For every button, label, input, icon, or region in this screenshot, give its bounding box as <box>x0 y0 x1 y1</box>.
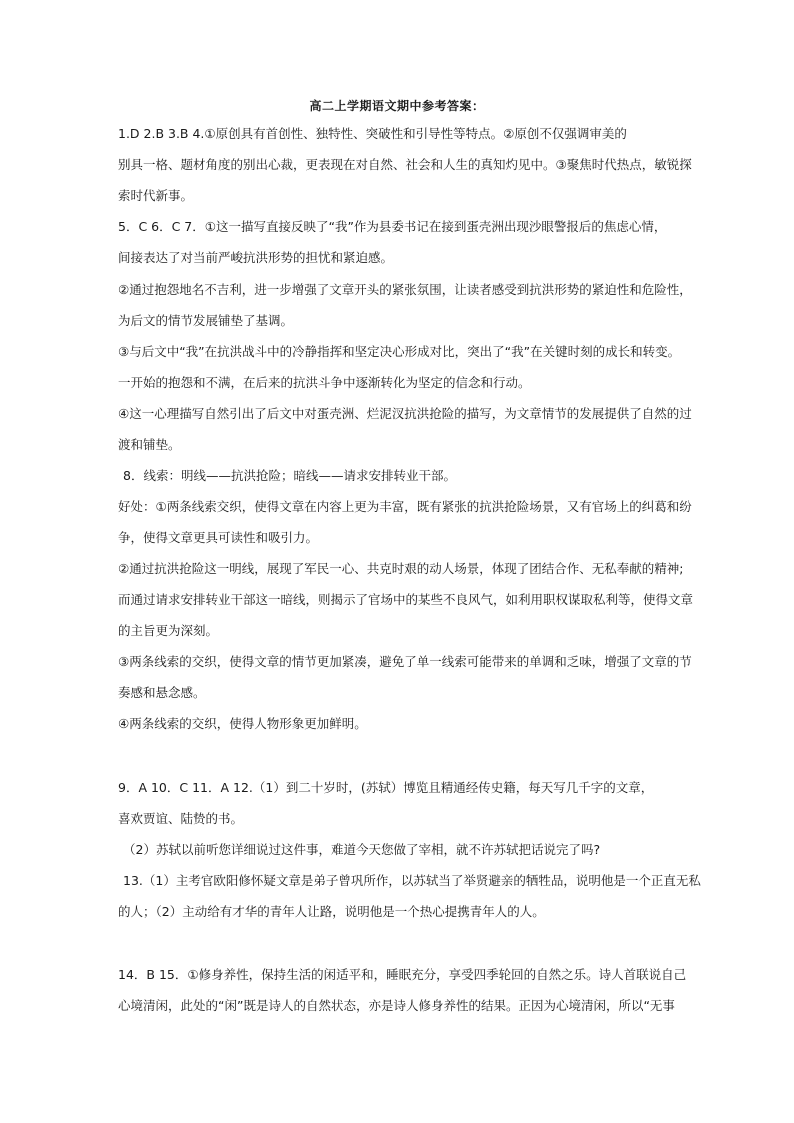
answer-line: 心境清闲，此处的“闲”既是诗人的自然状态，亦是诗人修身养性的结果。正因为心境清闲，所以“无事 <box>118 998 675 1013</box>
answer-line: 为后文的情节发展铺垫了基调。 <box>118 313 294 328</box>
answer-line-q14-15: 14．B 15．①修身养性，保持生活的闲适平和，睡眠充分，享受四季轮回的自然之乐。诗人首联说自己 <box>118 967 687 982</box>
answer-line-q5-7: 5．C 6．C 7．①这一描写直接反映了“我”作为县委书记在接到蛋壳洲出现沙眼警报后的焦虑心情， <box>118 219 667 234</box>
answer-line: ③与后文中“我”在抗洪战斗中的冷静指挥和坚定决心形成对比，突出了“我”在关键时刻的成长和转变。 <box>118 344 681 359</box>
answer-line: （2）苏轼以前听您详细说过这件事，难道今天您做了宰相，就不许苏轼把话说完了吗? <box>123 842 601 857</box>
answer-line: 奏感和悬念感。 <box>118 685 206 700</box>
answer-line: 争，使得文章更具可读性和吸引力。 <box>118 530 319 545</box>
answer-line: ②通过抗洪抢险这一明线，展现了军民一心、共克时艰的动人场景，体现了团结合作、无私奉献的精神; <box>118 561 684 576</box>
answer-line: ③两条线索的交织，使得文章的情节更加紧凑，避免了单一线索可能带来的单调和乏味，增强了文章的节 <box>118 654 692 669</box>
answer-line: 好处：①两条线索交织，使得文章在内容上更为丰富，既有紧张的抗洪抢险场景，又有官场上的纠葛和纷 <box>118 499 692 514</box>
answer-line: ②通过抱怨地名不吉利，进一步增强了文章开头的紧张氛围，让读者感受到抗洪形势的紧迫性和危险性， <box>118 282 692 297</box>
answer-line: ④这一心理描写自然引出了后文中对蛋壳洲、烂泥汊抗洪抢险的描写，为文章情节的发展提供了自然的过 <box>118 406 692 421</box>
answer-line: 别具一格、题材角度的别出心裁，更表现在对自然、社会和人生的真知灼见中。③聚焦时代热点，敏锐探 <box>118 157 692 172</box>
answer-line-q8: 8．线索：明线——抗洪抢险；暗线——请求安排转业干部。 <box>123 468 456 483</box>
answer-line: 一开始的抱怨和不满，在后来的抗洪斗争中逐渐转化为坚定的信念和行动。 <box>118 375 531 390</box>
answer-line: 的主旨更为深刻。 <box>118 623 219 638</box>
answer-line: 的人；（2）主动给有才华的青年人让路，说明他是一个热心提携青年人的人。 <box>118 904 545 919</box>
answer-line-q13: 13.（1）主考官欧阳修怀疑文章是弟子曾巩所作，以苏轼当了举贤避亲的牺牲品，说明他是一个正直无私 <box>123 873 701 888</box>
answer-line: 喜欢贾谊、陆贽的书。 <box>118 811 244 826</box>
answer-line: ④两条线索的交织，使得人物形象更加鲜明。 <box>118 716 367 731</box>
answer-line: 索时代新事。 <box>118 188 194 203</box>
answer-line: 间接表达了对当前严峻抗洪形势的担忧和紧迫感。 <box>118 250 394 265</box>
answer-line-q1-4: 1.D 2.B 3.B 4.①原创具有首创性、独特性、突破性和引导性等特点。②原创不仅强调审美的 <box>118 126 627 141</box>
answer-line: 而通过请求安排转业干部这一暗线，则揭示了官场中的某些不良风气，如利用职权谋取私利等，使得文章 <box>118 592 694 607</box>
answer-line-q9-12: 9．A 10．C 11．A 12.（1）到二十岁时，(苏轼）博览且精通经传史籍，每天写几千字的文章， <box>118 780 654 795</box>
answer-line: 渡和铺垫。 <box>118 437 181 452</box>
page-title: 高二上学期语文期中参考答案： <box>309 99 485 113</box>
